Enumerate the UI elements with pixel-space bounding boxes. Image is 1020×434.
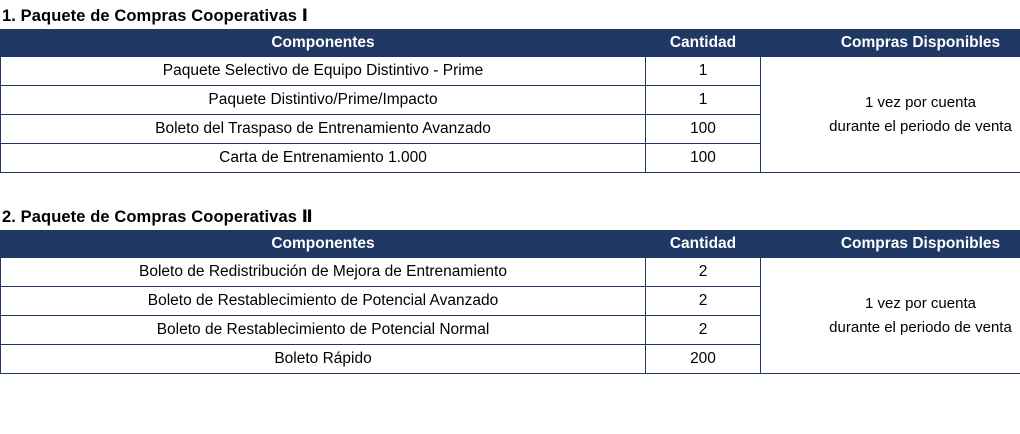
cell-component: Boleto del Traspaso de Entrenamiento Avanzado [1,115,646,144]
cell-component: Boleto de Restablecimiento de Potencial Avanzado [1,287,646,316]
cell-component: Boleto de Redistribución de Mejora de Entrenamiento [1,258,646,287]
cell-component: Boleto de Restablecimiento de Potencial Normal [1,316,646,345]
availability-line-1: 1 vez por cuenta [865,94,976,112]
column-header-availability: Compras Disponibles [761,30,1020,57]
section-1-index: 1. [2,7,16,25]
section-package-2 [0,207,1020,374]
cell-quantity: 100 [646,115,761,144]
cell-availability [761,57,1020,173]
section-2-title [0,207,1020,230]
cell-quantity: 200 [646,345,761,374]
cell-quantity: 2 [646,287,761,316]
cell-component: Carta de Entrenamiento 1.000 [1,144,646,173]
section-1-title [0,6,1020,29]
column-header-components: Componentes [1,30,646,57]
cell-quantity: 1 [646,86,761,115]
cell-component: Paquete Distintivo/Prime/Impacto [1,86,646,115]
cell-component: Boleto Rápido [1,345,646,374]
section-1-roman-numeral: Ⅰ [301,6,308,25]
section-spacer [0,173,1020,207]
section-2-index: 2. [2,208,16,226]
package-2-table [0,230,1020,374]
availability-line-2: durante el periodo de venta [829,318,1012,336]
package-1-table [0,29,1020,173]
table-header-row [1,30,1020,57]
cell-quantity: 2 [646,258,761,287]
cell-quantity: 1 [646,57,761,86]
column-header-quantity: Cantidad [646,231,761,258]
section-2-roman-numeral: Ⅱ [301,207,313,226]
section-package-1 [0,6,1020,173]
availability-line-2: durante el periodo de venta [829,117,1012,135]
availability-line-1: 1 vez por cuenta [865,295,976,313]
table-header-row [1,231,1020,258]
cell-quantity: 100 [646,144,761,173]
cell-availability [761,258,1020,374]
section-2-name: Paquete de Compras Cooperativas [20,208,298,226]
column-header-components: Componentes [1,231,646,258]
column-header-availability: Compras Disponibles [761,231,1020,258]
cell-component: Paquete Selectivo de Equipo Distintivo - Prime [1,57,646,86]
column-header-quantity: Cantidad [646,30,761,57]
table-row [1,57,1020,86]
table-row [1,258,1020,287]
cell-quantity: 2 [646,316,761,345]
section-1-name: Paquete de Compras Cooperativas [20,7,298,25]
